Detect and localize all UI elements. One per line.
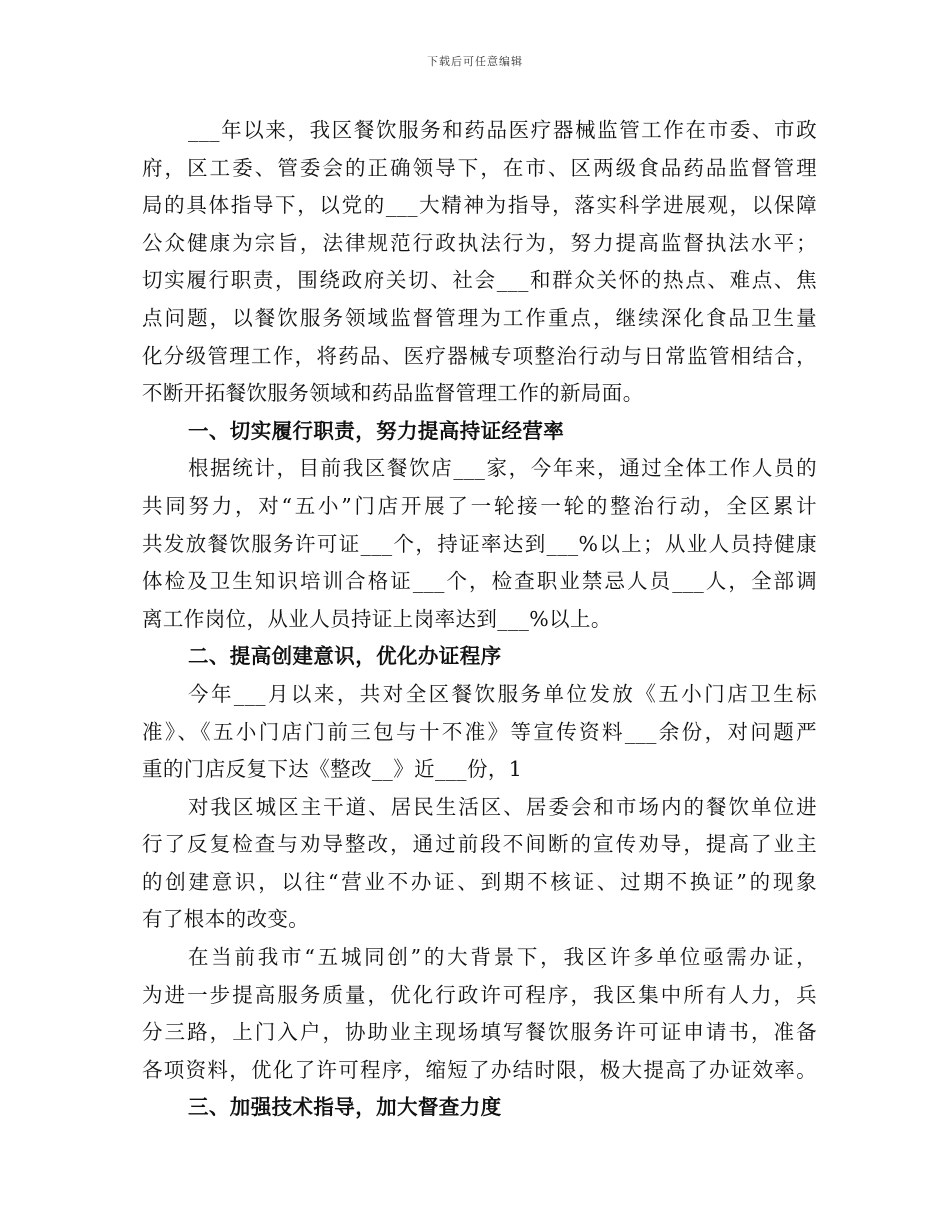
document-body [142, 112, 817, 1127]
section-heading-1: 一、切实履行职责，努力提高持证经营率 [188, 418, 565, 443]
text-line: 化分级管理工作，将药品、医疗器械专项整治行动与日常监管相结合， [142, 343, 817, 368]
text-line: ___年以来，我区餐饮服务和药品医疗器械监管工作在市委、市政 [188, 118, 817, 142]
text-line: 点问题，以餐饮服务领域监督管理为工作重点，继续深化食品卫生量 [142, 305, 817, 330]
text-line: 为进一步提高服务质量，优化行政许可程序，我区集中所有人力，兵 [142, 982, 817, 1007]
section-heading-2: 二、提高创建意识，优化办证程序 [188, 644, 502, 669]
text-line: 切实履行职责，围绕政府关切、社会___和群众关怀的热点、难点、焦 [142, 268, 817, 293]
header-note: 下载后可任意编辑 [427, 55, 523, 68]
text-line: 体检及卫生知识培训合格证___个，检查职业禁忌人员___人，全部调 [142, 569, 817, 594]
text-line: 离工作岗位，从业人员持证上岗率达到___%以上。 [142, 606, 612, 631]
text-line: 准》、《五小门店门前三包与十不准》等宣传资料___余份，对问题严 [142, 719, 817, 744]
text-line: 今年___月以来，共对全区餐饮服务单位发放《五小门店卫生标 [188, 681, 817, 706]
text-line: 有了根本的改变。 [142, 907, 310, 932]
text-line: 不断开拓餐饮服务领域和药品监督管理工作的新局面。 [142, 381, 644, 406]
text-line: 在当前我市“五城同创”的大背景下，我区许多单位亟需办证， [188, 945, 817, 970]
text-line: 共发放餐饮服务许可证___个，持证率达到___%以上；从业人员持健康 [142, 531, 817, 556]
text-line: 府，区工委、管委会的正确领导下，在市、区两级食品药品监督管理 [142, 155, 817, 180]
paragraph-section-2c [142, 939, 817, 1089]
text-line: 分三路，上门入户，协助业主现场填写餐饮服务许可证申请书，准备 [142, 1020, 817, 1045]
text-line: 公众健康为宗旨，法律规范行政执法行为，努力提高监督执法水平； [142, 230, 817, 255]
paragraph-section-1 [142, 450, 817, 638]
paragraph-intro [142, 112, 817, 413]
section-heading-3: 三、加强技术指导，加大督查力度 [188, 1095, 502, 1120]
text-line: 行了反复检查与劝导整改，通过前段不间断的宣传劝导，提高了业主 [142, 832, 817, 857]
text-line: 重的门店反复下达《整改__》近___份，1 [142, 757, 523, 782]
paragraph-section-2b [142, 789, 817, 939]
text-line: 根据统计，目前我区餐饮店___家，今年来，通过全体工作人员的 [188, 456, 817, 481]
text-line: 各项资料，优化了许可程序，缩短了办结时限，极大提高了办证效率。 [142, 1057, 817, 1082]
text-line: 对我区城区主干道、居民生活区、居委会和市场内的餐饮单位进 [188, 794, 817, 819]
text-line: 共同努力，对“五小”门店开展了一轮接一轮的整治行动，全区累计 [142, 493, 817, 518]
paragraph-section-2a [142, 676, 817, 789]
text-line: 的创建意识，以往“营业不办证、到期不核证、过期不换证”的现象 [142, 869, 817, 894]
text-line: 局的具体指导下，以党的___大精神为指导，落实科学进展观，以保障 [142, 193, 817, 218]
